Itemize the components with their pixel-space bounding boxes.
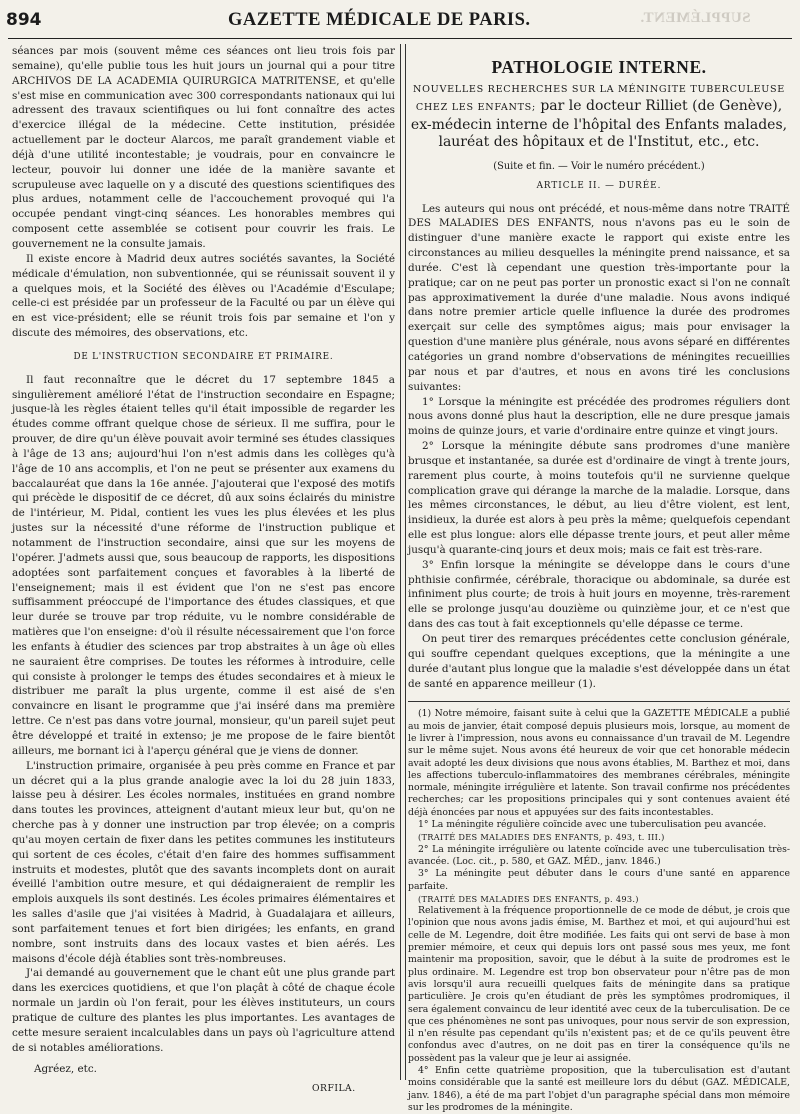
footnote xyxy=(408,708,790,1114)
article-title-caps: NOUVELLES RECHERCHES SUR LA MÉNINGITE TUBERCULEUSE CHEZ LES ENFANTS; xyxy=(413,83,785,114)
article-title xyxy=(408,80,790,152)
left-paragraph-1: séances par mois (souvent même ces séances ont lieu trois fois par semaine), qu'elle publie tous les huit jours un journal qui a pour titre ARCHIVOS DE LA ACADEMIA QUIRURGICA MATRITENSE, et qu'elle s'est mise en communication avec 300 correspondants nationaux qui lui adressent des travaux scientifiques ou lui font connaître des actes d'exercice illégal de la médecine. Cette institution, présidée actuellement par le docteur Alarcos, me paraît grandement viable et déjà d'une utilité incontestable; je voudrais, pour en convaincre le lecteur, pouvoir lui donner une idée de la manière savante et scrupuleuse avec laquelle on y a discuté des questions scientifiques des plus ardues, notamment celle de l'accouchement provoqué qui l'a occupée pendant vingt-cinq séances. Les honorables membres qui composent cette assemblée se cotisent pour couvrir les frais. Le gouvernement ne la consulte jamais. xyxy=(12,45,395,250)
left-paragraph-4: L'instruction primaire, organisée à peu près comme en France et par un décret qui a la plus grande analogie avec la loi du 28 juin 1833, laisse peu à désirer. Les écoles normales, instituées en grand nombre dans toutes les provinces, atteignent d'autant mieux leur but, qu'on ne cherche pas à y donner une instruction par trop élevée; on a compris qu'au moyen certain de fixer dans les petites communes les instituteurs qui sortent de ces écoles, c'était d'en faire des hommes suffisamment instruits et modestes, plutôt que des savants incomplets dont on aurait éveillé l'ambition outre mesure, et qui dédaigneraient de remplir les emplois auxquels ils sont destinés. Les écoles primaires élémentaires et les salles d'asile que j'ai visitées à Madrid, à Guadalajara et ailleurs, sont parfaitement tenues et fort bien dirigées; les enfants, en grand nombre, sont instruits dans des locaux vastes et bien aérés. Les maisons d'école déjà établies sont très-nombreuses. xyxy=(12,759,395,965)
section-heading-instruction: DE L'INSTRUCTION SECONDAIRE ET PRIMAIRE. xyxy=(73,351,334,362)
closing-salutation: Agréez, etc. xyxy=(34,1062,97,1075)
footnote-rule xyxy=(408,701,790,702)
footnote-item-3: 3° La méningite peut débuter dans le cours d'une santé en apparence parfaite. xyxy=(408,868,790,892)
footnote-item-4: 4° Enfin cette quatrième proposition, que la tuberculisation est d'autant moins considérable que la santé est meilleure lors du début (GAZ. MÉDICALE, janv. 1846), a été de ma part l'objet d'un paragraphe spécial dans mon mémoire sur les prodromes de la méningite. xyxy=(408,1064,790,1113)
continuation-note: (Suite et fin. — Voir le numéro précédent.) xyxy=(493,160,705,172)
right-paragraph-2: 1° Lorsque la méningite est précédée des prodromes réguliers dont nous avons donné plus haut la description, elle ne dure presque jamais moins de quinze jours, et varie d'ordinaire entre quinze et vingt jours. xyxy=(408,395,790,438)
right-paragraph-5: On peut tirer des remarques précédentes cette conclusion générale, qui souffre cependant quelques exceptions, que la méningite a une durée d'autant plus longue que la maladie s'est développée dans un état de santé en apparence meilleur (1). xyxy=(408,633,790,690)
footnote-item-2: 2° La méningite irrégulière ou latente coïncide avec une tuberculisation très-avancée. (Loc. cit., p. 580, et GAZ. MÉD., janv. 1846.) xyxy=(408,843,790,867)
page-header xyxy=(0,0,800,38)
article-title-author: par le docteur Rilliet (de Genève), ex-médecin interne de l'hôpital des Enfants malades, lauréat des hôpitaux et de l'Institut, etc., etc. xyxy=(410,98,788,151)
footnote-item-1-ref: (TRAITÉ DES MALADIES DES ENFANTS, p. 493, t. III.) xyxy=(418,832,665,843)
right-paragraph-4: 3° Enfin lorsque la méningite se développe dans le cours d'une phthisie confirmée, cérébrale, thoracique ou abdominale, sa durée est infiniment plus courte; de trois à huit jours en moyenne, très-rarement elle se prolonge jusqu'au douzième ou quinzième jour, et ce n'est que dans des cas tout à fait exceptionnels qu'elle dépasse ce terme. xyxy=(408,558,790,631)
header-rule xyxy=(8,38,792,39)
left-column xyxy=(12,44,395,1094)
right-paragraph-1: Les auteurs qui nous ont précédé, et nous-même dans notre TRAITÉ DES MALADIES DES ENFANTS, nous n'avons pas eu le soin de distinguer d'une manière exacte le rapport qui existe entre les circonstances au milieu desquelles la méningite prend naissance, et sa durée. C'est là cependant une question très-importante pour la pratique; car on ne peut pas porter un pronostic exact si l'on ne connaît pas approximativement la durée d'une maladie. Nous avons indiqué dans notre premier article quelle influence la durée des prodromes exerçait sur celle des symptômes aigus; mais pour envisager la question d'une manière plus générale, nous avons séparé en différentes catégories un grand nombre d'observations de méningites recueillies par nous et par d'autres, et nous en avons tiré les conclusions suivantes: xyxy=(408,202,790,393)
article-subheading: ARTICLE II. — DURÉE. xyxy=(536,180,662,191)
right-column xyxy=(408,44,790,1113)
footnote-item-1: 1° La méningite régulière coïncide avec une tuberculisation peu avancée. xyxy=(418,819,767,831)
footnote-paragraph-1: (1) Notre mémoire, faisant suite à celui que la GAZETTE MÉDICALE a publié au mois de janvier, était composé depuis plusieurs mois, lorsque, au moment de le livrer à l'impression, nous avons eu connaissance d'un travail de M. Legendre sur le même sujet. Nous avons été heureux de voir que cet honorable médecin avait adopté les deux divisions que nous avons établies, M. Barthez et moi, dans les affections tuberculo-inflammatoires des membranes cérébrales, méningite normale, méningite irrégulière et latente. Son travail confirme nos précédentes recherches; car les propositions principales qui y sont contenues avaient été déjà énoncées par nous et appuyées sur des faits incontestables. xyxy=(408,708,790,818)
page-number: 894 xyxy=(6,10,42,30)
column-divider xyxy=(400,44,406,1080)
signature: ORFILA. xyxy=(312,1082,356,1094)
letter-closing xyxy=(12,1062,395,1098)
left-paragraph-3: Il faut reconnaître que le décret du 17 septembre 1845 a singulièrement amélioré l'état de l'instruction secondaire en Espagne; jusque-là les règles étaient telles qu'il était impossible de regarder les études comme offrant quelque chose de sérieux. Il me suffira, pour le prouver, de dire qu'un élève pouvait avoir terminé ses études classiques à l'âge de 13 ans; aujourd'hui l'on n'est admis dans les collèges qu'à l'âge de 10 ans accomplis, et l'on ne peut se présenter aux examens du baccalauréat que dans la 16e année. J'ajouterai que l'exposé des motifs qui précède le dispositif de ce décret, dû aux soins éclairés du ministre de l'intérieur, M. Pidal, contient les vues les plus élevées et les plus justes sur la nécessité d'une réforme de l'instruction publique et notamment de l'instruction secondaire, ainsi que sur les moyens de l'opérer. J'admets aussi que, sous beaucoup de rapports, les dispositions adoptées sont parfaitement conçues et favorables à la liberté de l'enseignement; mais il est évident que l'on ne s'est pas encore suffisamment préoccupé de l'importance des études classiques, et que leur durée se trouve par trop réduite, vu le nombre considérable de matières que l'on enseigne: d'où il résulte nécessairement que l'on force les enfants à étudier des sciences par trop abstraites à un âge où elles ne sauraient être comprises. De toutes les réformes à introduire, celle qui consiste à prolonger le temps des études secondaires et à mieux le distribuer me paraît la plus urgente, comme il est aisé de s'en convaincre en lisant le programme que j'ai inséré dans ma première lettre. Ce n'est pas dans votre journal, monsieur, qu'un pareil sujet peut être développé et traité in extenso; je me propose de le faire bientôt ailleurs, me bornant ici à l'aperçu général que je viens de donner. xyxy=(12,373,395,757)
left-paragraph-5: J'ai demandé au gouvernement que le chant eût une plus grande part dans les exercices quotidiens, et que l'on plaçât à côté de chaque école normale un jardin où l'on ferait, pour les élèves instituteurs, un cours pratique de culture des plantes les plus importantes. Les avantages de cette mesure seraient incalculables dans un pays où l'agriculture attend de si notables améliorations. xyxy=(12,967,395,1054)
footnote-item-3-ref: (TRAITÉ DES MALADIES DES ENFANTS, p. 493.) xyxy=(418,893,639,904)
journal-title: GAZETTE MÉDICALE DE PARIS. xyxy=(228,10,531,30)
right-paragraph-3: 2° Lorsque la méningite débute sans prodromes d'une manière brusque et instantanée, sa durée est d'ordinaire de vingt à trente jours, rarement plus courte, à moins toutefois qu'il ne survienne quelque complication grave qui dérange la marche de la maladie. Lorsque, dans les mêmes circonstances, le début, au lieu d'être violent, est lent, insidieux, la durée est alors à peu près la même; quelquefois cependant elle est plus longue: alors elle dépasse trente jours, et peut aller même jusqu'à quarante-cinq jours et deux mois; mais ce fait est très-rare. xyxy=(408,440,790,556)
section-title: PATHOLOGIE INTERNE. xyxy=(491,57,707,77)
footnote-paragraph-2: Relativement à la fréquence proportionnelle de ce mode de début, je crois que l'opinion que nous avons jadis émise, M. Barthez et moi, et qui aujourd'hui est celle de M. Legendre, doit être modifiée. Les faits qui ont servi de base à mon premier mémoire, et ceux qui depuis lors ont passé sous mes yeux, me font maintenir ma proposition, savoir, que le début à la suite de prodromes est le plus ordinaire. M. Legendre est trop bon observateur pour n'être pas de mon avis lorsqu'il aura recueilli quelques faits de méningite dans sa pratique particulière. Je crois qu'en étudiant de près les symptômes prodromiques, il sera également convaincu de leur identité avec ceux de la tuberculisation. De ce que ces phénomènes ne sont pas univoques, pour nous servir de son expression, il n'en résulte pas cependant qu'ils n'existent pas; et de ce qu'ils peuvent être confondus avec d'autres, on ne doit pas en tirer la conséquence qu'ils ne possèdent pas la valeur que je leur ai assignée. xyxy=(408,905,790,1064)
left-paragraph-2: Il existe encore à Madrid deux autres sociétés savantes, la Société médicale d'émulation, non subventionnée, qui se réunissait souvent il y a quelques mois, et la Société des élèves ou l'Académie d'Esculape; celle-ci est présidée par un professeur de la Faculté ou par un élève qui en est vice-président; elle se réunit trois fois par semaine et l'on y discute des mémoires, des observations, etc. xyxy=(12,252,395,340)
bleed-through-text: SUPPLÉMENT. xyxy=(640,10,751,26)
